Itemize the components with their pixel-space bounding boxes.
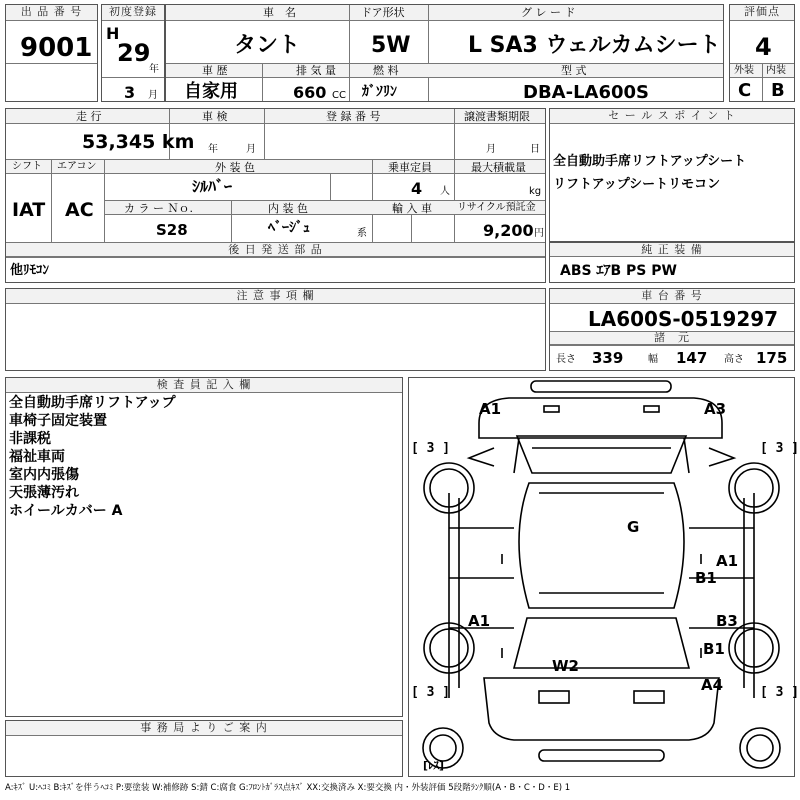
score-header: 評価点 (730, 5, 794, 21)
damage-mark: A4 (701, 676, 724, 694)
legend: A:ｷｽﾞ U:ﾍｺﾐ B:ｷｽﾞを伴うﾍｺﾐ P:要塗装 W:補修跡 S:錆 C:腐食 G:ﾌﾛﾝﾄｶﾞﾗｽ点ｷｽﾞ XX:交換済み X:要交換 内・外装評価 5段階ﾗﾝｸ順(A・B・C・D・E) 1 (5, 783, 571, 793)
model-header: 車 名 (263, 6, 296, 19)
interior-color-unit: 系 (357, 228, 367, 239)
equipment-box (549, 242, 795, 283)
seating-capacity-header: 乗車定員 (388, 161, 432, 174)
chassis-number: LA600S-0519297 (588, 307, 779, 331)
interior-color-header: 内 装 色 (268, 202, 308, 215)
displacement-unit: CC (332, 90, 346, 101)
later-parts-header: 後 日 発 送 部 品 (6, 243, 545, 257)
doors-header: ドア形状 (361, 6, 405, 19)
vehicle-history: 自家用 (184, 81, 238, 102)
registration-month: 3 (124, 83, 136, 102)
width-value: 147 (676, 349, 708, 367)
dimensions-header: 諸 元 (550, 332, 794, 345)
mileage-header: 走 行 (76, 110, 102, 123)
width-label: 幅 (648, 354, 658, 365)
model-name: タント (234, 33, 301, 58)
transfer-deadline-header: 譲渡書類期限 (464, 110, 530, 123)
score-box (729, 4, 795, 102)
max-load-header: 最大積載量 (471, 161, 526, 174)
damage-mark: B3 (716, 612, 738, 630)
main-info-box (165, 4, 724, 102)
office-header: 事 務 局 よ り ご 案 内 (6, 721, 402, 736)
shift-type: IAT (12, 199, 46, 221)
inspection-month-unit: 月 (246, 144, 256, 155)
exterior-color: ｼﾙﾊﾞｰ (192, 177, 233, 196)
damage-mark: B1 (703, 640, 725, 658)
interior-grade: B (771, 80, 785, 101)
inspector-note: 室内内張傷 (9, 467, 79, 483)
recycle-unit: 円 (534, 228, 544, 239)
tire-tread: [ 3 ] (411, 685, 451, 700)
recycle-deposit: 9,200 (483, 221, 534, 240)
damage-mark: G (627, 518, 640, 536)
inspector-note: 天張薄汚れ (9, 485, 79, 501)
damage-mark: A3 (704, 400, 727, 418)
inspector-note: 福祉車両 (9, 449, 65, 465)
displacement: 660 (293, 83, 327, 102)
grade-name: L SA3 ウェルカムシート (468, 33, 721, 58)
tire-tread: [ 3 ] (760, 441, 800, 456)
exterior-grade: C (738, 80, 752, 101)
office-box (5, 720, 403, 777)
lot-number-header: 出 品 番 号 (6, 5, 97, 21)
sales-point-header: セ ー ル ス ポ イ ン ト (550, 109, 794, 124)
inspector-box (5, 377, 403, 717)
shift-header: シフト (12, 161, 42, 172)
import-header: 輸 入 車 (392, 202, 432, 215)
era-letter: H (106, 24, 120, 43)
vehicle-detail-box (5, 108, 546, 283)
height-label: 高さ (724, 354, 744, 365)
interior-color: ﾍﾞｰｼﾞｭ (268, 220, 310, 236)
tire-tread: [ 3 ] (760, 685, 800, 700)
exterior-header: 外装 (734, 65, 754, 76)
color-number: S28 (156, 221, 188, 239)
inspector-note: 車椅子固定装置 (9, 413, 107, 429)
length-label: 長さ (556, 354, 576, 365)
grade-header: グ レ ー ド (521, 6, 576, 19)
interior-header: 内装 (766, 65, 786, 76)
transfer-day-unit: 日 (530, 144, 540, 155)
history-header: 車 歴 (202, 64, 228, 77)
sales-point-line: 全自動助手席リフトアップシート (553, 154, 747, 169)
model-type-code: DBA-LA600S (523, 82, 649, 103)
exterior-color-header: 外 装 色 (215, 161, 255, 174)
sales-point-line: リフトアップシートリモコン (553, 177, 721, 192)
transfer-month-unit: 月 (486, 144, 496, 155)
door-type: 5W (371, 33, 411, 58)
type-header: 型 式 (561, 64, 587, 77)
registration-year: 29 (117, 39, 151, 67)
overall-score: 4 (755, 33, 772, 61)
equipment-header: 純 正 装 備 (550, 243, 794, 257)
chassis-box (549, 288, 795, 371)
first-registration-header: 初度登録 (102, 5, 164, 21)
inspector-note: ホイールカバー A (9, 503, 123, 519)
car-diagram (409, 378, 794, 776)
year-unit: 年 (149, 64, 159, 75)
recycle-deposit-header: リサイクル預託金 (457, 202, 536, 213)
damage-mark: A1 (468, 612, 491, 630)
mileage: 53,345 km (82, 131, 195, 153)
later-parts: 他ﾘﾓｺﾝ (10, 263, 50, 278)
inspection-year-unit: 年 (208, 144, 218, 155)
tire-tread: [ 3 ] (411, 441, 451, 456)
registration-number-header: 登 録 番 号 (326, 110, 381, 123)
length-value: 339 (592, 349, 624, 367)
inspector-header: 検 査 員 記 入 欄 (6, 378, 402, 393)
standard-equipment: ABS ｴｱB PS PW (560, 263, 677, 279)
spare-tire: [ﾚｽ] (423, 759, 445, 772)
inspector-note: 非課税 (9, 431, 51, 447)
color-number-header: カ ラ ー Ｎｏ. (124, 202, 193, 215)
lot-number: 9001 (20, 33, 93, 63)
notes-box (5, 288, 546, 371)
seating-capacity: 4 (411, 179, 423, 198)
damage-diagram-box (408, 377, 800, 777)
aircon-type: AC (65, 199, 94, 221)
damage-mark: A1 (479, 400, 502, 418)
inspector-note: 全自動助手席リフトアップ (9, 395, 176, 411)
sales-point-box (549, 108, 795, 242)
damage-mark: A1 (716, 552, 739, 570)
fuel-header: 燃 料 (373, 64, 399, 77)
fuel-type: ｶﾞｿﾘﾝ (362, 84, 397, 100)
lot-number-box (5, 4, 98, 102)
notes-header: 注 意 事 項 欄 (6, 289, 545, 304)
height-value: 175 (756, 349, 788, 367)
load-unit: kg (529, 186, 542, 197)
aircon-header: エアコン (57, 161, 97, 172)
chassis-header: 車 台 番 号 (550, 289, 794, 304)
inspection-header: 車 検 (202, 110, 228, 123)
seats-unit: 人 (440, 186, 450, 197)
displacement-header: 排 気 量 (296, 64, 336, 77)
damage-mark: W2 (552, 657, 579, 675)
damage-mark: B1 (695, 569, 717, 587)
first-registration-box (101, 4, 165, 102)
month-unit: 月 (148, 90, 158, 101)
